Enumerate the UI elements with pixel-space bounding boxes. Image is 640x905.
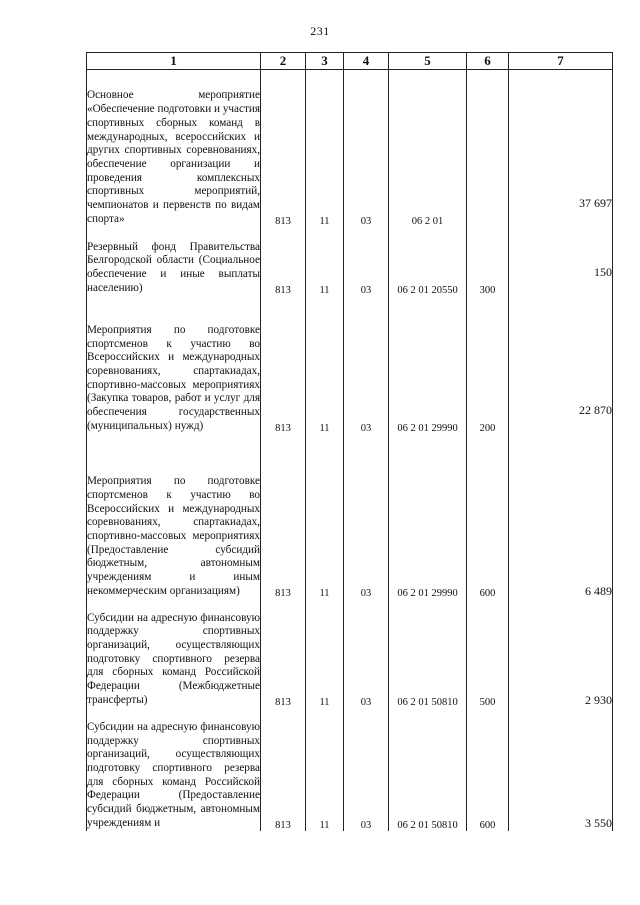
expense-type-code <box>467 70 509 227</box>
amount: 2 930 <box>509 599 613 708</box>
table-row <box>87 708 613 831</box>
row-description: Резервный фонд Правительства Белгородской области (Социальное обеспечение и иные выплаты населению) <box>87 227 261 296</box>
column-header-2: 2 <box>261 53 306 70</box>
amount: 150 <box>509 227 613 296</box>
subsection-code: 03 <box>344 70 389 227</box>
row-description: Мероприятия по подготовке спортсменов к участию во Всероссийских и международных соревнованиях, спартакиадах, спортивно-массовых мероприятиях (Предоставление субсидий бюджетным, автономным учреждениям и иным некоммерческим организациям) <box>87 434 261 599</box>
budget-table <box>86 52 613 831</box>
target-code: 06 2 01 <box>389 70 467 227</box>
target-code: 06 2 01 29990 <box>389 434 467 599</box>
amount: 22 870 <box>509 296 613 434</box>
section-code: 11 <box>306 599 344 708</box>
target-code: 06 2 01 29990 <box>389 296 467 434</box>
amount: 3 550 <box>509 708 613 831</box>
section-code: 11 <box>306 70 344 227</box>
table-row <box>87 70 613 227</box>
ministry-code: 813 <box>261 599 306 708</box>
section-code: 11 <box>306 708 344 831</box>
ministry-code: 813 <box>261 434 306 599</box>
table-row <box>87 599 613 708</box>
target-code: 06 2 01 20550 <box>389 227 467 296</box>
ministry-code: 813 <box>261 296 306 434</box>
column-header-3: 3 <box>306 53 344 70</box>
subsection-code: 03 <box>344 599 389 708</box>
column-header-4: 4 <box>344 53 389 70</box>
section-code: 11 <box>306 227 344 296</box>
table-row <box>87 296 613 434</box>
target-code: 06 2 01 50810 <box>389 708 467 831</box>
subsection-code: 03 <box>344 296 389 434</box>
expense-type-code: 500 <box>467 599 509 708</box>
expense-type-code: 600 <box>467 708 509 831</box>
subsection-code: 03 <box>344 227 389 296</box>
subsection-code: 03 <box>344 434 389 599</box>
section-code: 11 <box>306 434 344 599</box>
subsection-code: 03 <box>344 708 389 831</box>
column-header-5: 5 <box>389 53 467 70</box>
column-header-7: 7 <box>509 53 613 70</box>
ministry-code: 813 <box>261 708 306 831</box>
expense-type-code: 600 <box>467 434 509 599</box>
column-header-1: 1 <box>87 53 261 70</box>
ministry-code: 813 <box>261 227 306 296</box>
section-code: 11 <box>306 296 344 434</box>
expense-type-code: 300 <box>467 227 509 296</box>
target-code: 06 2 01 50810 <box>389 599 467 708</box>
ministry-code: 813 <box>261 70 306 227</box>
row-description: Субсидии на адресную финансовую поддержку спортивных организаций, осуществляющих подготовку спортивного резерва для сборных команд Российской Федерации (Предоставление субсидий бюджетным, автономным учреждениям и <box>87 708 261 831</box>
row-description: Мероприятия по подготовке спортсменов к участию во Всероссийских и международных соревнованиях, спартакиадах, спортивно-массовых мероприятиях (Закупка товаров, работ и услуг для обеспечения государственных (муниципальных) нужд) <box>87 296 261 434</box>
header-row <box>87 53 613 70</box>
row-description: Основное мероприятие «Обеспечение подготовки и участия спортивных сборных команд в международных, всероссийских и других спортивных соревнованиях, обеспечение организации и проведения комплексных спортивных мероприятий, чемпионатов и первенств по видам спорта» <box>87 70 261 227</box>
table-row <box>87 434 613 599</box>
column-header-6: 6 <box>467 53 509 70</box>
page-number: 231 <box>310 24 330 38</box>
amount: 37 697 <box>509 70 613 227</box>
table-row <box>87 227 613 296</box>
expense-type-code: 200 <box>467 296 509 434</box>
amount: 6 489 <box>509 434 613 599</box>
row-description: Субсидии на адресную финансовую поддержку спортивных организаций, осуществляющих подготовку спортивного резерва для сборных команд Российской Федерации (Межбюджетные трансферты) <box>87 599 261 708</box>
